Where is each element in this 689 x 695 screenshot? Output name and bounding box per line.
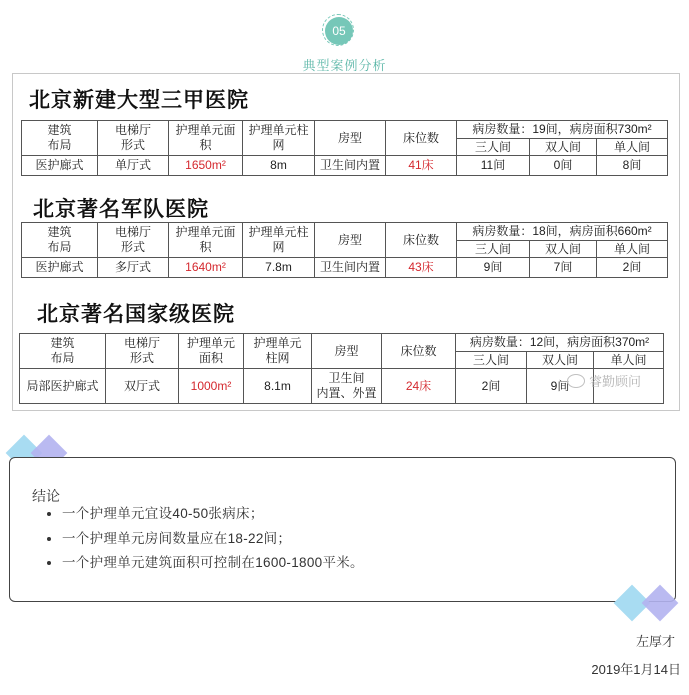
cell-span: 7.8m bbox=[243, 258, 315, 278]
cell-three: 2间 bbox=[456, 369, 527, 404]
cell-elevator: 双厅式 bbox=[106, 369, 179, 404]
cell-room-type: 卫生间内置 bbox=[315, 258, 386, 278]
publish-date: 2019年1月14日 bbox=[591, 662, 681, 677]
header-area: 护理单元面 积 bbox=[169, 121, 243, 156]
header-bed-count: 床位数 bbox=[386, 223, 457, 258]
wechat-icon bbox=[567, 374, 585, 388]
case-title: 北京著名国家级医院 bbox=[37, 302, 235, 326]
header-bed-count: 床位数 bbox=[382, 334, 456, 369]
section-number-badge bbox=[322, 14, 358, 50]
conclusion-item: • 一个护理单元建筑面积可控制在1600-1800平米。 bbox=[62, 551, 364, 576]
header-single: 单人间 bbox=[597, 241, 668, 258]
case-table bbox=[21, 222, 668, 278]
case-title: 北京新建大型三甲医院 bbox=[29, 88, 249, 112]
cell-span: 8.1m bbox=[244, 369, 312, 404]
author-name: 左厚才 bbox=[635, 634, 675, 649]
ward-summary: 病房数量：18间，病房面积660m² bbox=[457, 223, 668, 241]
cell-span: 8m bbox=[243, 156, 315, 176]
conclusion-title: 结论 bbox=[32, 488, 60, 504]
header-room-type: 房型 bbox=[315, 223, 386, 258]
cell-three: 9间 bbox=[457, 258, 530, 278]
header-layout: 建筑 布局 bbox=[22, 121, 98, 156]
cell-double: 9间 bbox=[527, 369, 594, 404]
cell-area: 1000m² bbox=[179, 369, 244, 404]
conclusion-box bbox=[9, 457, 676, 602]
ward-summary: 病房数量：12间，病房面积370m² bbox=[456, 334, 664, 352]
cell-area: 1650m² bbox=[169, 156, 243, 176]
cell-double: 7间 bbox=[530, 258, 597, 278]
header-double: 双人间 bbox=[530, 139, 597, 156]
section-title: 典型案例分析 bbox=[302, 58, 387, 73]
cell-three: 11间 bbox=[457, 156, 530, 176]
case-table bbox=[21, 120, 668, 176]
cell-elevator: 多厅式 bbox=[98, 258, 169, 278]
header-double: 双人间 bbox=[527, 352, 594, 369]
header-span: 护理单元柱 网 bbox=[243, 121, 315, 156]
cell-beds: 41床 bbox=[386, 156, 457, 176]
header-elevator: 电梯厅 形式 bbox=[98, 223, 169, 258]
header-single: 单人间 bbox=[597, 139, 668, 156]
conclusion-list bbox=[26, 502, 364, 576]
cell-double: 0间 bbox=[530, 156, 597, 176]
cell-layout: 医护廊式 bbox=[22, 156, 98, 176]
conclusion-item: • 一个护理单元房间数量应在18-22间； bbox=[62, 527, 364, 552]
cell-layout: 医护廊式 bbox=[22, 258, 98, 278]
case-title: 北京著名军队医院 bbox=[33, 197, 209, 221]
header-double: 双人间 bbox=[530, 241, 597, 258]
cell-room-type: 卫生间内置 bbox=[315, 156, 386, 176]
case-table bbox=[19, 333, 664, 404]
header-three: 三人间 bbox=[457, 139, 530, 156]
cell-area: 1640m² bbox=[169, 258, 243, 278]
cell-single: 8间 bbox=[597, 156, 668, 176]
header-room-type: 房型 bbox=[315, 121, 386, 156]
header-elevator: 电梯厅 形式 bbox=[106, 334, 179, 369]
header-elevator: 电梯厅 形式 bbox=[98, 121, 169, 156]
cell-beds: 24床 bbox=[382, 369, 456, 404]
watermark-text: 睿勤顾问 bbox=[589, 374, 642, 389]
header-room-type: 房型 bbox=[312, 334, 382, 369]
header-three: 三人间 bbox=[457, 241, 530, 258]
watermark bbox=[567, 371, 641, 390]
header-area: 护理单元面 积 bbox=[169, 223, 243, 258]
header-layout: 建筑 布局 bbox=[20, 334, 106, 369]
badge-number: 05 bbox=[325, 17, 353, 45]
cell-room-type: 卫生间 内置、外置 bbox=[312, 369, 382, 404]
case-study-card bbox=[12, 73, 680, 411]
cell-beds: 43床 bbox=[386, 258, 457, 278]
header-bed-count: 床位数 bbox=[386, 121, 457, 156]
cell-single: 2间 bbox=[597, 258, 668, 278]
header-layout: 建筑 布局 bbox=[22, 223, 98, 258]
ward-summary: 病房数量：19间，病房面积730m² bbox=[457, 121, 668, 139]
header-single: 单人间 bbox=[594, 352, 664, 369]
header-span: 护理单元 柱网 bbox=[244, 334, 312, 369]
cell-layout: 局部医护廊式 bbox=[20, 369, 106, 404]
conclusion-item: • 一个护理单元宜设40-50张病床； bbox=[62, 502, 364, 527]
header-span: 护理单元柱 网 bbox=[243, 223, 315, 258]
header-area: 护理单元 面积 bbox=[179, 334, 244, 369]
header-three: 三人间 bbox=[456, 352, 527, 369]
cell-elevator: 单厅式 bbox=[98, 156, 169, 176]
